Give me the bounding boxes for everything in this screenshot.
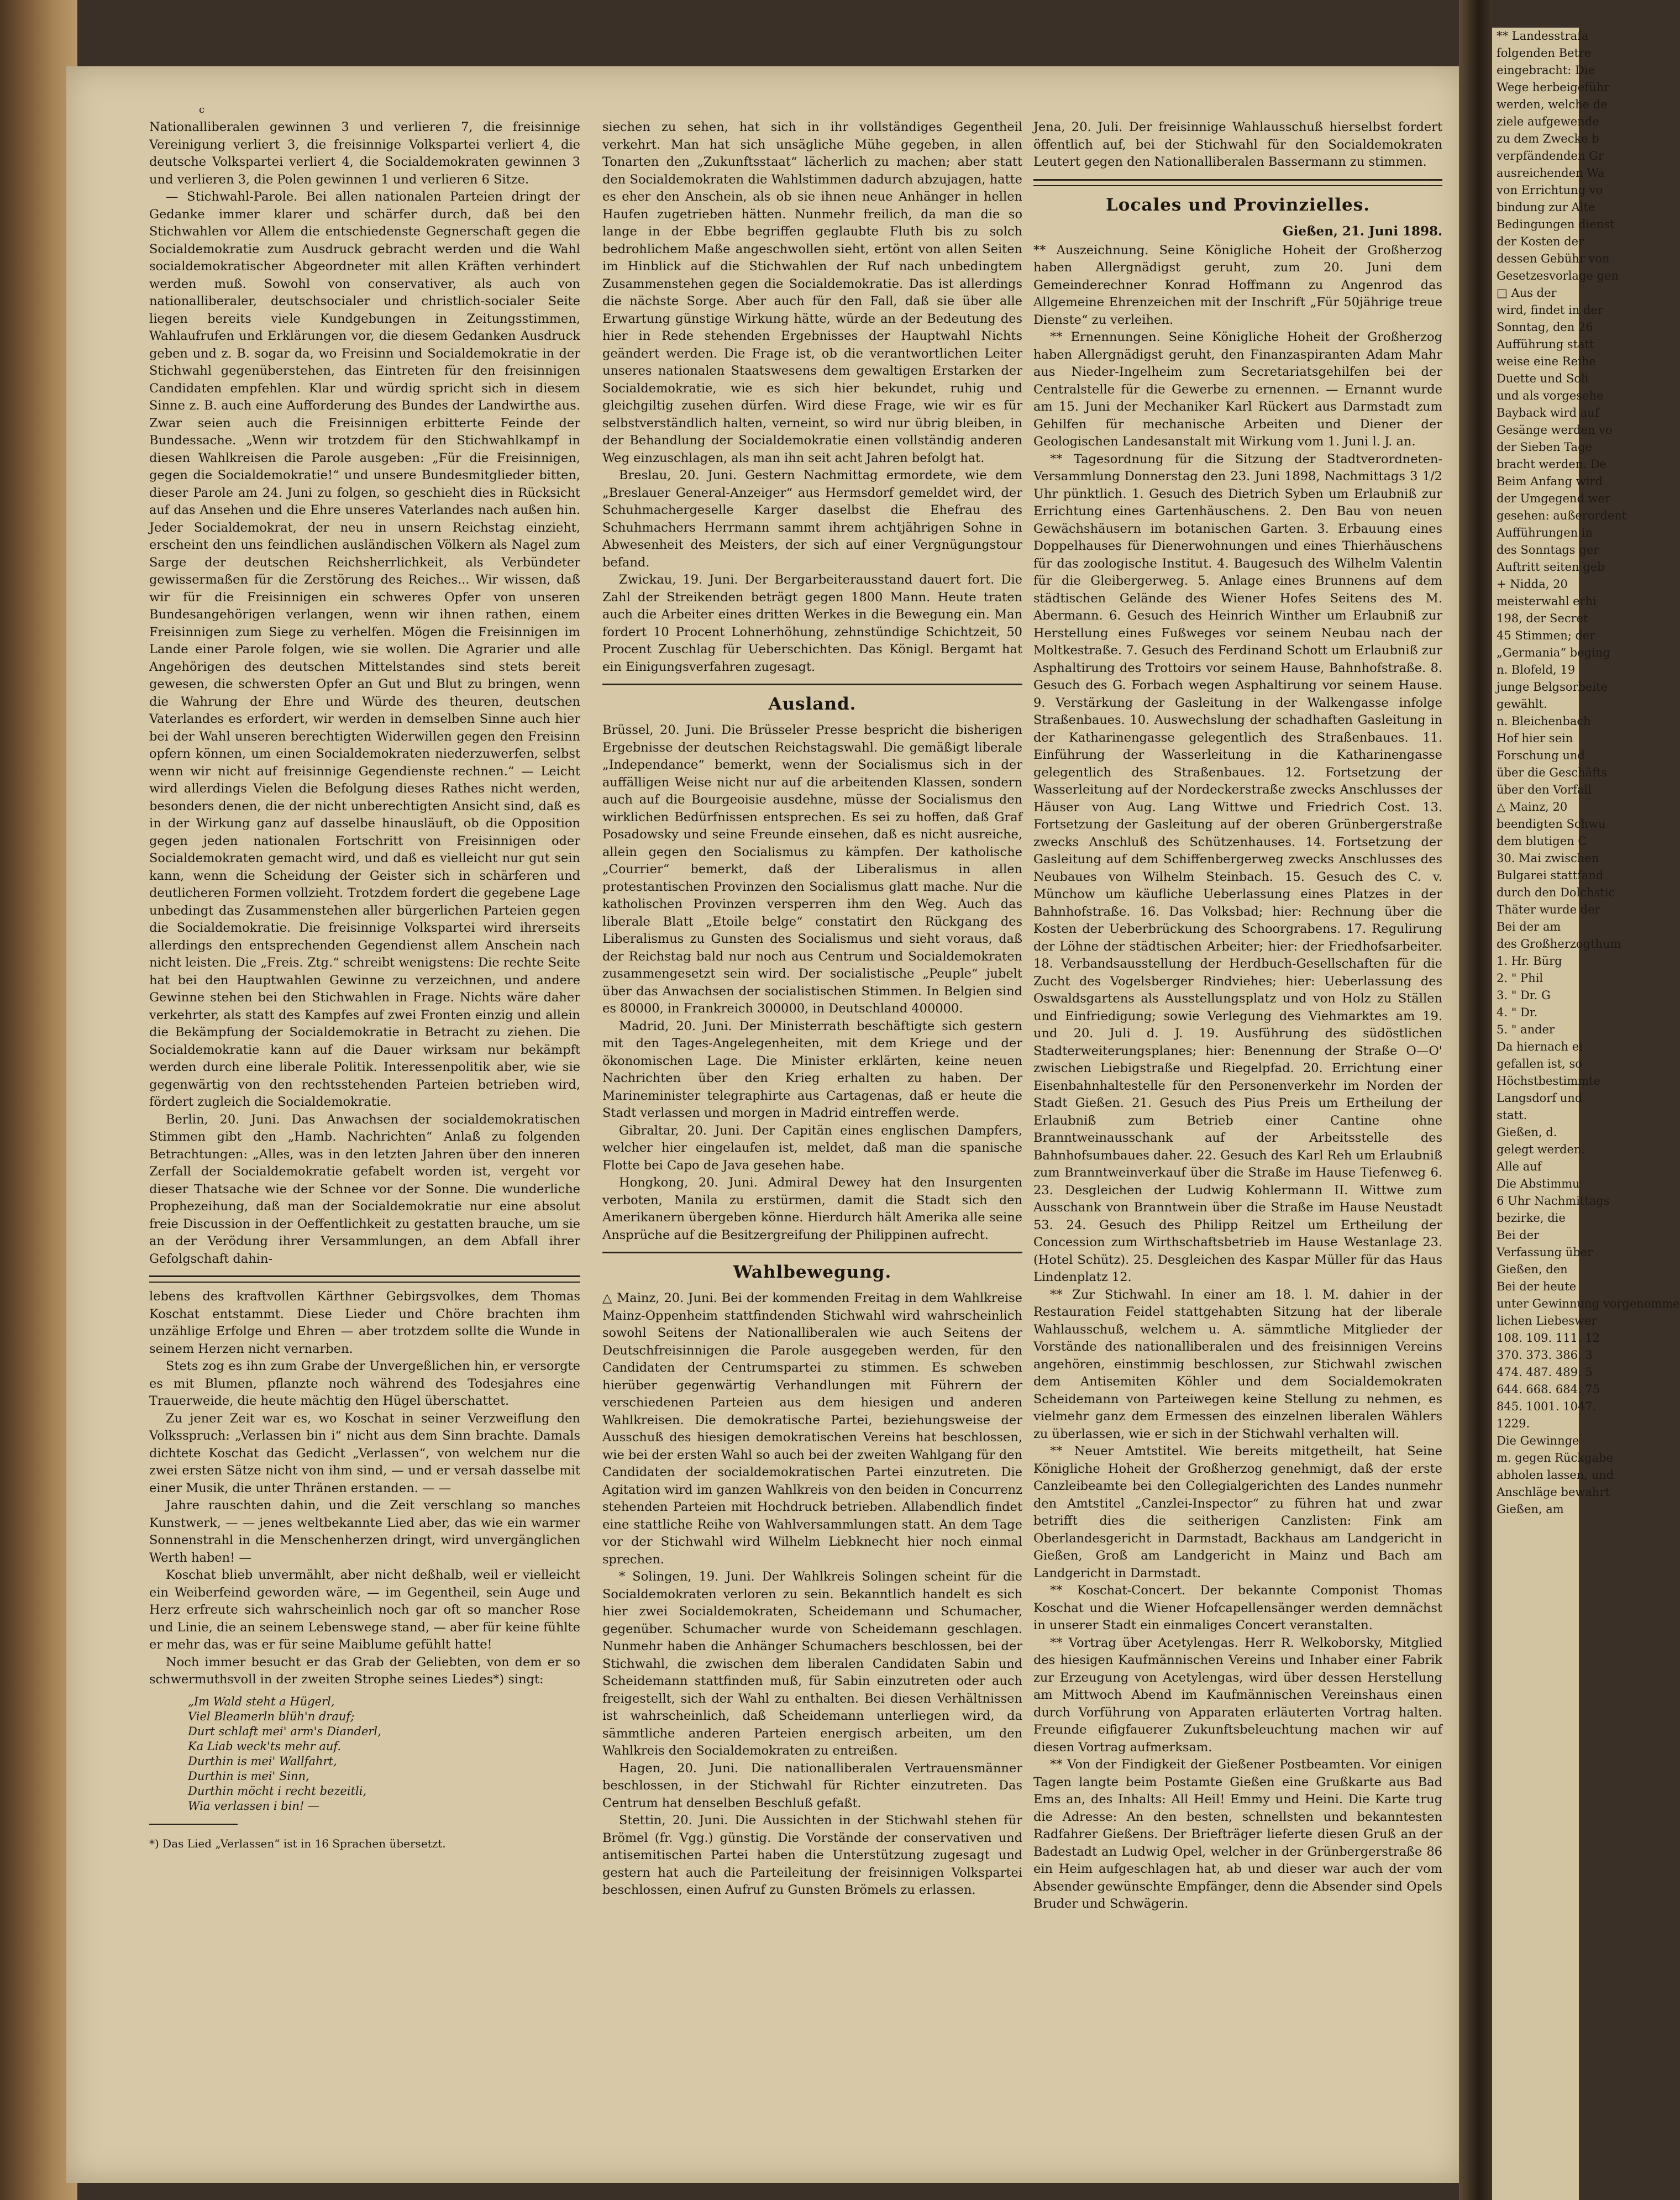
section-rule [602,1252,1022,1253]
adjacent-page-line: △ Mainz, 20 [1497,800,1568,813]
adjacent-page-line: 1229. [1497,1417,1530,1430]
adjacent-page-line: 30. Mai zwischen [1497,852,1599,865]
adjacent-page-line: verpfändenden Gr [1497,149,1604,162]
adjacent-page-line: Aufführung statt [1497,338,1594,351]
adjacent-page-line: 108. 109. 111. 12 [1497,1331,1600,1345]
adjacent-page-line: durch den Dolchstic [1497,886,1615,899]
adjacent-page-line: der Sieben Tage [1497,440,1592,454]
feuilleton-paragraph: lebens des kraftvollen Kärthner Gebirgsvolkes, dem Thomas Koschat entstammt. Diese Lieder und Chöre brachten ihm unzählige Erfolge und Ehren — aber trotzdem sollte die Wunde in seinem Herzen nicht vernarben. [149,1289,580,1356]
article-paragraph: ** Neuer Amtstitel. Wie bereits mitgetheilt, hat Seine Königliche Hoheit der Großherzog genehmigt, daß der erste Canzleibeamte bei den Collegialgerichten des Landes nunmehr den Amtstitel „Canzlei-Inspector“ zu führen hat und zwar betrifft dies die seitherigen Canzlisten: Fink am Oberlandesgericht in Darmstadt, Backhaus am Landgericht in Gießen, Groß am Landgericht in Mainz und Bach am Landgericht in Darmstadt. [1033,1444,1442,1581]
poem-line: Viel Bleamerln blüh'n drauf; [188,1709,355,1723]
adjacent-page-line: Auftritt seiten geb [1497,560,1605,574]
adjacent-page-line: des Großherzogthum [1497,937,1621,951]
adjacent-page-line: 3. " Dr. G [1497,989,1551,1002]
poem-line: „Im Wald steht a Hügerl, [188,1694,335,1708]
adjacent-page-line: junge Belgsorbeite [1497,680,1608,694]
section-heading-ausland: Ausland. [768,694,857,714]
adjacent-page-line: Höchstbestimmte [1497,1074,1600,1088]
adjacent-page-line: Duette und Soli [1497,372,1589,385]
feuilleton [149,1288,580,1851]
article-paragraph: Madrid, 20. Juni. Der Ministerrath beschäftigte sich gestern mit den Tages-Angelegenheiten, mit dem Kriege und der ökonomischen Lage. Die Minister erklärten, keine neuen Nachrichten über den Krieg erhalten zu haben. Der Marineminister telegraphirte aus Cartagenas, daß er heute die Stadt verlassen und morgen in Madrid eintreffen werde. [602,1018,1022,1120]
adjacent-page-line: ziele aufgewende [1497,115,1599,128]
adjacent-page-line: Gesetzesvorlage gen [1497,269,1619,282]
adjacent-page-line: bracht werden. De [1497,458,1607,471]
adjacent-page-line: bezirke, die [1497,1211,1566,1225]
poem-line: Durthin is mei' Sinn, [188,1769,309,1783]
adjacent-page-line: gewählt. [1497,697,1547,711]
adjacent-page-line: Aufführungen in [1497,526,1593,539]
article-paragraph: siechen zu sehen, hat sich in ihr vollständiges Gegentheil verkehrt. Man hat sich unsägliche Mühe gegeben, in allen Tonarten den „Zukunftsstaat“ lächerlich zu machen; aber statt den Socialdemokraten die Wahlstimmen dadurch abzujagen, hatte es eher den Anschein, als ob sie ihnen neue Anhänger in hellen Haufen zugetrieben hätten. Nunmehr freilich, da man die so lange in der Ebbe begriffen geglaubte Fluth bis zu solch bedrohlichem Maße angeschwollen sieht, ertönt von allen Seiten im Hinblick auf die Stichwahlen der Ruf nach unbedingtem Zusammenstehen gegen die Socialdemokratie. Das ist allerdings die nächste Sorge. Aber auch für den Fall, daß sie über alle Erwartung günstige Wirkung hätte, würde an der Bedeutung des hier in Rede stehenden Ergebnisses der Hauptwahl Nichts geändert werden. Die Frage ist, ob die verantwortlichen Leiter unseres nationalen Staatswesens dem gewaltigen Erstarken der Socialdemokratie, wie es sich hier bekundet, ruhig und gleichgiltig zusehen dürfen. Wird diese Frage, wie wir es für selbstverständlich halten, verneint, so wird nur übrig bleiben, in der Behandlung der Socialdemokratie einen vollständig anderen Weg einzuschlagen, als man ihn seit acht Jahren befolgt hat. [602,120,1022,465]
poem-line: Durthin is mei' Wallfahrt, [188,1754,337,1768]
adjacent-page-line: 45 Stimmen; der [1497,629,1595,642]
adjacent-page-line: von Errichtung vo [1497,183,1603,197]
adjacent-page-line: beendigten Schwu [1497,817,1606,831]
adjacent-page-line: Hof hier sein [1497,732,1573,745]
adjacent-page-line: Anschläge bewahrt [1497,1485,1610,1499]
article-paragraph: ** Vortrag über Acetylengas. Herr R. Welkoborsky, Mitglied des hiesigen Kaufmännischen Vereins und Inhaber einer Fabrik zur Erzeugung von Acetylengas, wird über dessen Herstellung am Mittwoch Abend im Kaufmännischen Vereinshaus einen durch Vorführung von Apparaten erläuterten Vortrag halten. Freunde eifigfauerer Zukunftsbeleuchtung machen wir auf diesen Vortrag aufmerksam. [1033,1635,1442,1755]
adjacent-page-line: über die Geschäfts [1497,766,1608,779]
adjacent-page-line: gelegt werden. [1497,1143,1586,1156]
section-heading-locales: Locales und Provinzielles. [1106,195,1370,215]
adjacent-page-line: „Germania“ beging [1497,646,1610,659]
adjacent-page-line: m. gegen Rückgabe [1497,1451,1613,1464]
page-mark: c [199,104,205,115]
feuilleton-paragraph: Koschat blieb unvermählt, aber nicht deßhalb, weil er vielleicht ein Weiberfeind geworden wäre, — im Gegentheil, sein Auge und Herz erfreute sich wahrscheinlich noch gar oft so mancher Rose und Linie, die an seinem Lebenswege stand, — aber für keine fühlte er mehr das, was er für seine Maiblume gefühlt hatte! [149,1568,580,1652]
adjacent-page-line: 845. 1001. 1047. [1497,1400,1597,1413]
adjacent-page-line: eingebracht: Die [1497,64,1595,77]
column-2 [602,119,1022,1899]
adjacent-page-line: 5. " ander [1497,1023,1555,1036]
article-paragraph: Berlin, 20. Juni. Das Anwachsen der socialdemokratischen Stimmen gibt den „Hamb. Nachrichten“ Anlaß zu folgenden Betrachtungen: „Alles, was in den letzten Jahren über den inneren Zerfall der Socialdemokratie gefabelt worden ist, vergeht vor dieser Thatsache wie der Schnee vor der Sonne. Die wunderliche Prophezeihung, daß man der Socialdemokratie nur eine absolut freie Discussion in der Oeffentlichkeit zu gestatten brauche, um sie an der Verödung ihrer Versammlungen, an dem Abfall ihrer Gefolgschaft dahin- [149,1112,580,1266]
footnote: *) Das Lied „Verlassen“ ist in 16 Sprachen übersetzt. [149,1836,446,1850]
adjacent-page-line: der Kosten der [1497,235,1584,248]
column-3 [1033,119,1442,1913]
article-paragraph: Gibraltar, 20. Juni. Der Capitän eines englischen Dampfers, welcher hier eingelaufen ist, meldet, daß man die spanische Flotte bei Capo de Java gesehen habe. [602,1123,1022,1173]
article-paragraph: ** Ernennungen. Seine Königliche Hoheit der Großherzog haben Allergnädigst geruht, den Finanzaspiranten Adam Mahr aus Nieder-Ingelheim zum Secretariatsgehilfen bei der Centralstelle für die Gewerbe zu ernennen. — Ernannt wurde am 15. Juni der Mechaniker Karl Rückert aus Darmstadt zum Gehilfen für mechanische Arbeiten und Diener der Geologischen Landesanstalt mit Wirkung vom 1. Juni l. J. an. [1033,330,1442,449]
article-paragraph: Nationalliberalen gewinnen 3 und verlieren 7, die freisinnige Vereinigung verliert 3, die freisinnige Volkspartei verliert 4, die deutsche Volkspartei verliert 4, die Socialdemokraten gewinnen 3 und verlieren 3, die Polen gewinnen 1 und verlieren 6 Sitze. [149,120,580,187]
adjacent-page-line: Bulgarei stattfand [1497,869,1604,882]
adjacent-page-line: lichen Liebeswer [1497,1314,1597,1327]
book-gutter [1459,0,1492,2200]
feuilleton-paragraph: Zu jener Zeit war es, wo Koschat in seiner Verzweiflung den Volksspruch: „Verlassen bin i“ nicht aus dem Sinn brachte. Damals dichtete Koschat das Gedicht „Verlassen“, von welchem nur die zwei ersten Sätze nicht von ihm sind, — und er versah dasselbe mit einer Musik, die unter Thränen erstanden. — — [149,1411,580,1495]
adjacent-page-line: unter Gewinnung vorgenomme [1497,1297,1680,1310]
article-paragraph: Breslau, 20. Juni. Gestern Nachmittag ermordete, wie dem „Breslauer General-Anzeiger“ aus Hermsdorf gemeldet wird, der Schuhmachergeselle Karger daselbst die Ehefrau des Schuhmachers Herrmann sammt ihrem achtjährigen Sohne in Abwesenheit des Meisters, der sich auf einer Vergnügungstour befand. [602,468,1022,570]
adjacent-page-line: Bedingungen dienst [1497,218,1615,231]
adjacent-page-line: Gesänge werden vo [1497,423,1613,437]
adjacent-page-line: meisterwahl erhi [1497,595,1597,608]
adjacent-page-line: statt. [1497,1109,1527,1122]
adjacent-page-line: Bayback wird auf [1497,406,1599,419]
adjacent-page-line: wird, findet in der [1497,303,1603,317]
adjacent-page-line: Die Gewinnge [1497,1434,1579,1447]
adjacent-page-line: + Nidda, 20 [1497,577,1568,591]
adjacent-page-line: ausreichenden Wa [1497,166,1605,180]
adjacent-page-line: weise eine Reihe [1497,355,1596,368]
adjacent-page-line: 474. 487. 489. 5 [1497,1366,1593,1379]
adjacent-page-line: Bei der am [1497,920,1561,933]
adjacent-page-line: über den Vorfall [1497,783,1592,796]
section-rule [602,684,1022,685]
article-paragraph: ** Von der Findigkeit der Gießener Postbeamten. Vor einigen Tagen langte beim Postamte Gießen eine Grußkarte aus Bad Ems an, des Inhalts: All Heil! Emmy und Heini. Die Karte trug die Adresse: An den besten, schnellsten und bekanntesten Radfahrer Gießens. Der Briefträger lieferte diesen Gruß an der Badestadt an Ludwig Opel, welcher in der Grünbergerstraße 86 ein Heim aufgeschlagen hat, ab und dieser war auch der vom Absender gewünschte Empfänger, denn die Absender sind Opels Bruder und Schwägerin. [1033,1757,1442,1911]
adjacent-page-line: 6 Uhr Nachmittags [1497,1194,1610,1207]
adjacent-page-line: bindung zur Alte [1497,201,1595,214]
book-edge [0,0,77,2200]
adjacent-page-line: Bei der [1497,1228,1540,1242]
article-paragraph: ** Auszeichnung. Seine Königliche Hoheit der Großherzog haben Allergnädigst geruht, zum 20. Juni dem Gemeinderechner Konrad Hoffmann zu Angenrod das Allgemeine Ehrenzeichen mit der Inschrift „Für 50jährige treue Dienste“ zu verleihen. [1033,243,1442,327]
adjacent-page-line: ** Landesstrafa [1497,29,1589,43]
adjacent-page-line: Die Abstimmu [1497,1177,1580,1190]
adjacent-page-line: 4. " Dr. [1497,1006,1538,1019]
adjacent-page-line: abholen lassen, und [1497,1468,1614,1482]
article-paragraph: Zwickau, 19. Juni. Der Bergarbeiterausstand dauert fort. Die Zahl der Streikenden beträgt gegen 1800 Mann. Heute traten auch die Arbeiter eines dritten Werkes in die Bewegung ein. Man fordert 10 Procent Lohnerhöhung, zehnstündige Schichtzeit, 50 Procent Zuschlag für Ueberschichten. Das Königl. Bergamt hat ein Einigungsverfahren zugesagt. [602,573,1022,674]
article-paragraph: — Stichwahl-Parole. Bei allen nationalen Parteien dringt der Gedanke immer klarer und schärfer durch, daß bei den Stichwahlen vor Allem die entschiedenste Gegnerschaft gegen die Socialdemokratie zum Ausdruck gebracht werden und die Wahl socialdemokratischer Abgeordneter mit allen Kräften verhindert werden muß. Sowohl von conservativer, als auch von nationalliberaler, deutschsocialer und christlich-socialer Seite liegen bereits viele Kundgebungen in Zeitungsstimmen, Wahlaufrufen und Erklärungen vor, die diesem Gedanken Ausdruck geben und z. B. sogar da, wo Freisinn und Socialdemokratie in der Stichwahl gegenüberstehen, das Eintreten für den freisinnigen Candidaten empfehlen. Klar und würdig spricht sich in diesem Sinne z. B. auch eine Aufforderung des Bundes der Landwirthe aus. Zwar seien auch die Freisinnigen erbitterte Feinde der Bundessache. „Wenn wir trotzdem für den Stichwahlkampf in diesen Wahlkreisen die Parole ausgeben: „Für die Freisinnigen, gegen die Socialdemokratie!“ und unsere Bundesmitglieder bitten, dieser Parole am 24. Juni zu folgen, so geschieht dies in Rücksicht auf das Ansehen und die Ehre unseres Vaterlandes nach außen hin. Jeder Socialdemokrat, der neu in unsern Reichstag einzieht, erscheint den uns feindlichen ausländischen Völkern als Nagel zum Sarge der deutschen Reichsherrlichkeit, als Verbündeter gewissermaßen für die Zerstörung des Reiches... Wir wissen, daß wir für die Freisinnigen ein schweres Opfer von unseren Bundesangehörigen verlangen, wenn wir ihnen rathen, einem Freisinnigen zum Siege zu verhelfen. Mögen die Freisinnigen im Lande einer Parole folgen, wie sie wollen. Die Agrarier und alle Angehörigen des deutschen Mittelstandes sind stets bereit gewesen, die schwersten Opfer an Gut und Blut zu bringen, wenn die Wahrung der Ehre und Würde des theuren, deutschen Vaterlandes es erfordert, wir werden in demselben Sinne auch hier bei der Wahl unseren berechtigten Widerwillen gegen den Freisinn opfern können, um einen Socialdemokraten niederzuwerfen, selbst wenn wir nicht auf freisinnige Gegendienste rechnen.“ — Leicht wird allerdings Vielen die Befolgung dieses Rathes nicht werden, besonders denen, die der nicht unberechtigten Ansicht sind, daß es in der Wirkung ganz auf dasselbe hinausläuft, ob die Opposition gegen jeden nationalen Fortschritt von Freisinnigen oder Socialdemokraten gemacht wird, und daß es vielleicht nur gut sein kann, wenn die Scheidung der Geister sich in schärferen und deutlicheren Formen vollzieht. Trotzdem fordert die gegebene Lage unbedingt das Zusammenstehen aller bürgerlichen Parteien gegen die Socialdemokratie. Die freisinnige Volkspartei wird ihrerseits allerdings den entsprechenden Gegendienst allem Anschein nach nicht leisten. Die „Freis. Ztg.“ schreibt wenigstens: Die rechte Seite hat bei den Hauptwahlen Gewinne zu verzeichnen, und andere Gewinne stehen bei den Stichwahlen in Frage. Nichts wäre daher verkehrter, als statt des Kampfes auf zwei Fronten einzig und allein die Bekämpfung der Socialdemokratie in Betracht zu ziehen. Die Socialdemokratie kann auf die Dauer wirksam nur bekämpft werden durch eine liberale Politik. Interessenpolitik aber, wie sie gegenwärtig von den rechtsstehenden Parteien betrieben wird, fördert zugleich die Socialdemokratie. [149,190,580,1109]
adjacent-page-line: der Umgegend wer [1497,492,1611,505]
adjacent-page-line: Gießen, am [1497,1503,1564,1516]
poem-line: Ka Liab weck'ts mehr auf. [188,1739,342,1753]
adjacent-page-line: Beim Anfang wird [1497,475,1603,488]
adjacent-page-line: Wege herbeigeführ [1497,81,1610,94]
column-1 [149,119,580,1851]
adjacent-page-line: Sonntag, den 26 [1497,321,1593,334]
article-paragraph: ** Tagesordnung für die Sitzung der Stadtverordneten-Versammlung Donnerstag den 23. Juni 1898, Nachmittags 3 1/2 Uhr pünktlich. 1. Gesuch des Dietrich Syben um Erlaubniß zur Errichtung eines Gartenhäuschens. 2. Den Bau von neuen Gewächshäusern im botanischen Garten. 3. Erbauung eines Doppelhauses für Dienerwohnungen und eines Thierhäuschens für das zoologische Institut. 4. Baugesuch des Wilhelm Valentin für die Gleibergerweg. 5. Anlage eines Brunnens auf dem städtischen Gelände des Wiener Hofes Seitens des M. Abermann. 6. Gesuch des Heinrich Winther um Erlaubniß zur Herstellung eines Fußweges vor seinem Neubau nach der Moltkestraße. 7. Gesuch des Ferdinand Schott um Erlaubniß zur Asphaltirung des Trottoirs vor seinem Hause, Bahnhofstraße. 8. Gesuch des G. Forbach wegen Asphaltirung vor seinem Hause. 9. Verstärkung der Gasleitung in der Walkengasse infolge Straßenbaues. 10. Auswechslung der schadhaften Gasleitung in der Katharinengasse gelegentlich des Straßenbaues. 11. Einführung der Wasserleitung in die Katharinengasse gelegentlich des Straßenbaues. 12. Fortsetzung der Wasserleitung auf der Nordeckerstraße zwecks Anschlusses der Häuser von Aug. Lang Wittwe und Friedrich Cost. 13. Fortsetzung der Gasleitung auf der oberen Grünbergerstraße zwecks Anschluß des Schützenhauses. 14. Fortsetzung der Gasleitung auf dem Schiffenbergerweg zwecks Anschlusses des Neubaues von Wilhelm Steinbach. 15. Gesuch des C. v. Münchow um käufliche Ueberlassung eines Platzes in der Bahnhofstraße. 16. Das Volksbad; hier: Rechnung über die Kosten der Ueberbrückung des Schoorgrabens. 17. Regulirung der Löhne der städtischen Arbeiter; hier: der Friedhofsarbeiter. 18. Verbandsausstellung der Herdbuch-Gesellschaften für die Zucht des Vogelsberger Rindviehes; hier: Ueberlassung des Oswaldsgartens als Ausstellungsplatz und von Holz zu Ställen und Einfriedigung; sowie Verlegung des Viehmarktes am 19. und 20. Juli d. J. 19. Ausführung des südöstlichen Stadterweiterungsplanes; hier: Benennung der Straße O—O' zwischen Liebigstraße und Riegelpfad. 20. Errichtung einer Eisenbahnhaltestelle für den Personenverkehr im Norden der Stadt Gießen. 21. Gesuch des Pius Preis um Ertheilung der Erlaubniß zum Betrieb einer Cantine ohne Branntweinausschank auf der Arbeitsstelle des Bahnhofsumbaues daher. 22. Gesuch des Karl Reh um Erlaubniß zum Branntweinverkauf über die Straße im Hause Tiefenweg 6. 23. Desgleichen der Ludwig Kohlermann II. Wittwe zum Ausschank von Branntwein über die Straße im Hause Neustadt 53. 24. Gesuch des Philipp Reitzel um Ertheilung der Concession zum Wirthschaftsbetrieb im Hause Westanlage 23. (Hotel Schütz). 25. Desgleichen des Kaspar Müller für das Haus Lindenplatz 12. [1033,451,1442,1284]
adjacent-page-line: Da hiernach ei [1497,1040,1583,1053]
adjacent-page-line: n. Blofeld, 19 [1497,663,1576,676]
article-paragraph: Jena, 20. Juli. Der freisinnige Wahlausschuß hierselbst fordert öffentlich auf, bei der Stichwahl für den Socialdemokraten Leutert gegen den Nationalliberalen Bassermann zu stimmen. [1033,120,1442,169]
poem-line: Wia verlassen i bin! — [188,1799,320,1813]
adjacent-page-line: 1. Hr. Bürg [1497,954,1562,968]
adjacent-page-line: 644. 668. 684. 75 [1497,1383,1600,1396]
adjacent-page-line: n. Bleichenbach [1497,715,1591,728]
dateline: Gießen, 21. Juni 1898. [1283,223,1442,239]
poem-line: Durthin möcht i recht bezeitli, [188,1784,367,1798]
adjacent-page-line: folgenden Betre [1497,46,1592,60]
adjacent-page-fragment [1492,28,1680,2200]
article-paragraph: Stettin, 20. Juni. Die Aussichten in der Stichwahl stehen für Brömel (fr. Vgg.) günstig. Die Vorstände der conservativen und antisemitischen Partei haben die Unterstützung zugesagt und gestern hat auch die Parteileitung der freisinnigen Volkspartei beschlossen, einen Aufruf zu Gunsten Brömels zu erlassen. [602,1813,1022,1897]
adjacent-page-line: Thäter wurde der [1497,903,1600,916]
poem [188,1694,580,1814]
adjacent-page-line: Verfassung über [1497,1246,1593,1259]
section-rule [1033,179,1442,186]
adjacent-page-line: Bei der heute [1497,1280,1577,1293]
adjacent-page-line: Langsdorf und [1497,1091,1583,1105]
adjacent-page-line: zu dem Zwecke b [1497,132,1599,145]
footnote-rule [149,1824,238,1825]
adjacent-page-line: gefallen ist, so [1497,1057,1582,1070]
poem-line: Durt schlaft mei' arm's Dianderl, [188,1724,381,1738]
adjacent-page-line: und als vorgesehe [1497,389,1604,402]
adjacent-page-line: werden, welche de [1497,98,1608,111]
feuilleton-paragraph: Jahre rauschten dahin, und die Zeit verschlang so manches Kunstwerk, — — jenes weltbekannte Lied aber, das wie ein warmer Sonnenstrahl in die Menschenherzen dringt, wird unvergänglichen Werth haben! — [149,1498,580,1565]
section-heading-wahlbewegung: Wahlbewegung. [733,1262,892,1282]
feuilleton-paragraph: Noch immer besucht er das Grab der Geliebten, von dem er so schwermuthsvoll in der zweiten Strophe seines Liedes*) singt: [149,1655,580,1687]
adjacent-page-line: dem blutigen C [1497,834,1587,848]
article-paragraph: ** Zur Stichwahl. In einer am 18. l. M. dahier in der Restauration Feidel stattgehabten Sitzung hat der liberale Wahlausschuß, welchem u. A. sämmtliche Mitglieder der Vorstände des nationalliberalen und des freisinnigen Vereins angehören, einstimmig beschlossen, zur Stichwahl zwischen dem Antisemiten Köhler und dem Socialdemokraten Scheidemann von Parteiwegen keine Stellung zu nehmen, es vielmehr ganz dem Ermessen des einzelnen liberalen Wählers zu überlassen, wie er sich in der Stichwahl verhalten will. [1033,1287,1442,1441]
article-paragraph: Hagen, 20. Juni. Die nationalliberalen Vertrauensmänner beschlossen, in der Stichwahl für Richter einzutreten. Das Centrum hat denselben Beschluß gefaßt. [602,1761,1022,1810]
adjacent-page-line: 370. 373. 386. 3 [1497,1348,1593,1362]
feuilleton-paragraph: Stets zog es ihn zum Grabe der Unvergeßlichen hin, er versorgte es mit Blumen, pflanzte noch während des Todesjahres eine Trauerweide, die heute mächtig den Hügel überschattet. [149,1359,580,1408]
adjacent-page-line: 198, der Secret [1497,612,1588,625]
article-paragraph: Hongkong, 20. Juni. Admiral Dewey hat den Insurgenten verboten, Manila zu erstürmen, damit die Stadt sich den Amerikanern übergeben könne. Hierdurch hält Amerika alle seine Ansprüche auf die Besitzergreifung der Philippinen aufrecht. [602,1175,1022,1242]
feuilleton-rule [149,1275,580,1283]
adjacent-page-line: Gießen, den [1497,1263,1568,1276]
adjacent-page-line: gesehen: außerordent [1497,509,1627,522]
col1-articles [149,119,580,1268]
article-paragraph: * Solingen, 19. Juni. Der Wahlkreis Solingen scheint für die Socialdemokraten verloren zu sein. Bekanntlich handelt es sich hier zwei Socialdemokraten, Scheidemann und Schumacher, gegenüber. Schumacher wurde von Scheidemann geschlagen. Nunmehr haben die Anhänger Schumachers beschlossen, bei der Stichwahl, die zwischen dem liberalen Candidaten Sabin und Scheidemann stattfinden muß, für Sabin einzutreten oder auch freigestellt, sich der Wahl zu enthalten. Bei diesen Verhältnissen ist wahrscheinlich, daß Scheidemann unterliegen wird, da sämmtliche anderen Parteien energisch arbeiten, um den Wahlkreis den Socialdemokraten zu entreißen. [602,1569,1022,1758]
adjacent-page-line: Forschung und [1497,749,1585,762]
article-paragraph: ** Koschat-Concert. Der bekannte Componist Thomas Koschat und die Wiener Hofcapellensänger werden demnächst in unserer Stadt ein einmaliges Concert veranstalten. [1033,1583,1442,1632]
adjacent-page-line: □ Aus der [1497,286,1557,300]
adjacent-page-line: dessen Gebühr von [1497,252,1610,265]
adjacent-page-line: des Sonntags ger [1497,543,1599,556]
adjacent-page-line: 2. " Phil [1497,972,1544,985]
article-paragraph: △ Mainz, 20. Juni. Bei der kommenden Freitag in dem Wahlkreise Mainz-Oppenheim stattfindenden Stichwahl wird wahrscheinlich sowohl Seitens der Nationalliberalen wie auch Seitens der Deutschfreisinnigen die Parole ausgegeben werden, für den Candidaten der Centrumspartei zu stimmen. Es schweben hierüber gegenwärtig Verhandlungen mit Führern der verschiedenen Parteien aus dem hiesigen und anderen Wahlkreisen. Die demokratische Partei, beziehungsweise der Ausschuß des hiesigen demokratischen Vereins hat beschlossen, wie bei der ersten Wahl so auch bei der zweiten Wahlgang für den Candidaten der socialdemokratischen Partei einzutreten. Die Agitation wird im ganzen Wahlkreis von den beiden in Concurrenz stehenden Parteien mit Hochdruck betrieben. Allabendlich findet eine stattliche Reihe von Wahlversammlungen statt. An dem Tage vor der Stichwahl wird Wilhelm Liebknecht hier noch einmal sprechen. [602,1291,1022,1567]
article-paragraph: Brüssel, 20. Juni. Die Brüsseler Presse bespricht die bisherigen Ergebnisse der deutschen Reichstagswahl. Die gemäßigt liberale „Independance“ bemerkt, wenn der Socialismus sich in der auffälligen Weise nicht nur auf die arbeitenden Klassen, sondern auch auf die Bourgeoisie ausdehne, müsse der Socialismus den wirklichen Bedürfnissen entsprechen. Es sei zu hoffen, daß Graf Posadowsky und seine Freunde einsehen, daß es nicht ausreiche, allein gegen den Socialismus zu kämpfen. Der katholische „Courrier“ bemerkt, daß der Liberalismus in allen protestantischen Provinzen den Socialismus glatt mache. Nur die katholischen Provinzen versperren ihm den Weg. Auch das liberale Blatt „Etoile belge“ constatirt den Rückgang des Liberalismus zu Gunsten des Socialismus und sieht voraus, daß der Reichstag bald nur noch aus Centrum und Socialdemokraten zusammengesetzt sein wird. Der socialistische „Peuple“ jubelt über das Anwachsen der socialistischen Stimmen. In Belgien sind es 80000, in Frankreich 300000, in Deutschland 400000. [602,723,1022,1016]
adjacent-page-line: Gießen, d. [1497,1126,1557,1139]
adjacent-page-line: Alle auf [1497,1160,1542,1173]
